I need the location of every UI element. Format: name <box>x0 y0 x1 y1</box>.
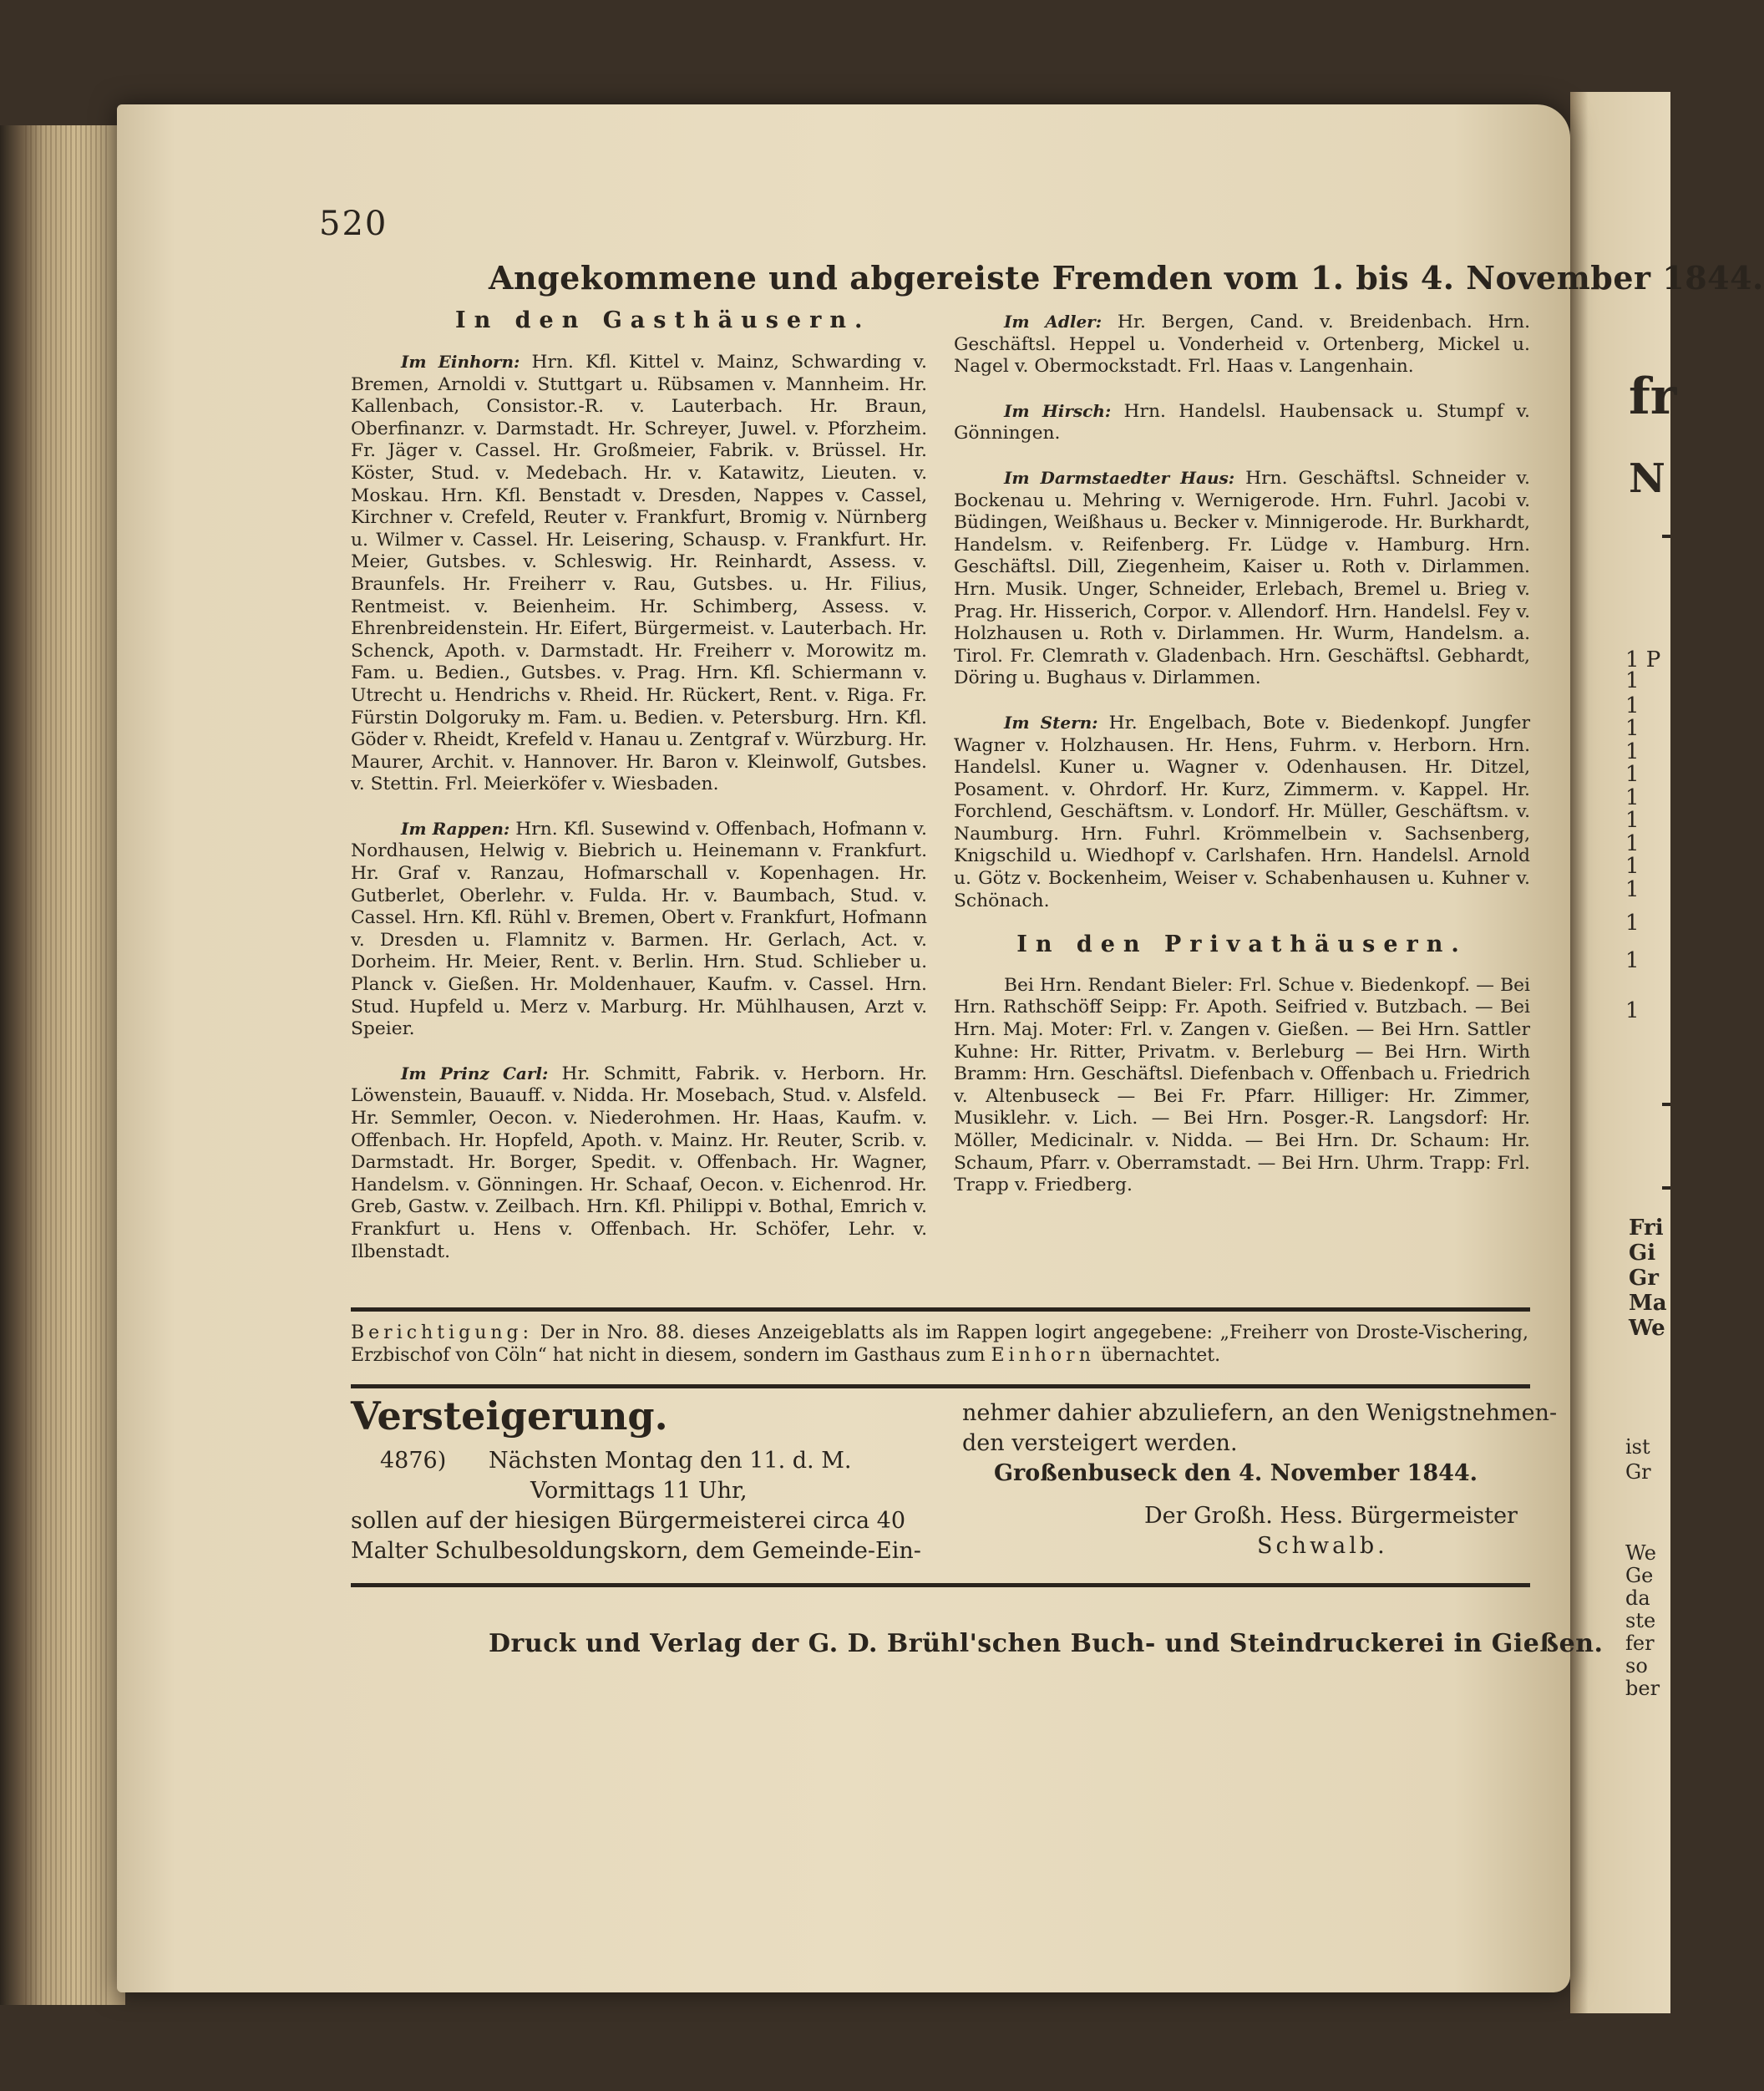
book-page-edges <box>0 125 125 2005</box>
entry-stern <box>954 712 1530 912</box>
next-page-word: Ge <box>1625 1564 1654 1587</box>
next-page-fragment: Fri <box>1629 1216 1664 1241</box>
location-label: Im Einhorn: <box>401 352 520 372</box>
entry-rappen <box>351 818 927 1041</box>
next-page-fragment: fr <box>1629 368 1677 426</box>
left-column <box>351 351 927 1285</box>
divider-rule <box>351 1583 1530 1587</box>
next-page-word: so <box>1625 1654 1648 1677</box>
entry-text: Hr. Schmitt, Fabrik. v. Herborn. Hr. Löwenstein, Bauauff. v. Nidda. Hr. Mosebach, Stud. v. Alsfeld. Hr. Semmler, Oecon. v. Niederohmen. Hr. Haas, Kaufm. v. Offenbach. Hr. Hopfeld, Apoth. v. Mainz. Hr. Reuter, Scrib. v. Darmstadt. Hr. Borger, Spedit. v. Offenbach. Hr. Wagner, Handelsm. v. Gönningen. Hr. Schaaf, Oecon. v. Eichenrod. Hr. Greb, Gastw. v. Zeilbach. Hrn. Kfl. Philippi v. Bothal, Emrich v. Frankfurt u. Hens v. Offenbach. Hr. Schöfer, Lehr. v. Ilbenstadt. <box>351 1063 927 1262</box>
next-page-rule <box>1662 1103 1670 1106</box>
entry-text: Hrn. Kfl. Kittel v. Mainz, Schwarding v. Bremen, Arnoldi v. Stuttgart u. Rübsamen v. Mannheim. Hr. Kallenbach, Consistor.-R. v. Lauterbach. Hr. Braun, Oberfinanzr. v. Darmstadt. Hr. Schreyer, Juwel. v. Pforzheim. Fr. Jäger v. Cassel. Hr. Großmeier, Fabrik. v. Brüssel. Hr. Köster, Stud. v. Medebach. Hr. v. Katawitz, Lieuten. v. Moskau. Hrn. Kfl. Benstadt v. Dresden, Nappes v. Cassel, Kirchner v. Crefeld, Reuter v. Frankfurt, Bromig v. Nürnberg u. Wilmer v. Cassel. Hr. Leisering, Schausp. v. Frankfurt. Hr. Meier, Gutsbes. v. Schleswig. Hr. Reinhardt, Assess. v. Braunfels. Hr. Freiherr v. Rau, Gutsbes. u. Hr. Filius, Rentmeist. v. Beienheim. Hr. Schimberg, Assess. v. Ehrenbreidenstein. Hr. Eifert, Bürgermeist. v. Lauterbach. Hr. Schenck, Apoth. v. Darmstadt. Hr. Freiherr v. Morowitz m. Fam. u. Bedien., Gutsbes. v. Prag. Hrn. Kfl. Schiermann v. Utrecht u. Hendrichs v. Rheid. Hr. Rückert, Rent. v. Riga. Fr. Fürstin Dolgoruky m. Fam. u. Bedien. v. Petersburg. Hrn. Kfl. Göder v. Rheidt, Krefeld v. Hanau u. Zentgraf v. Würzburg. Hr. Maurer, Archit. v. Hannover. Hr. Baron v. Kleinwolf, Gutsbes. v. Stettin. Frl. Meierköfer v. Wiesbaden. <box>351 352 927 795</box>
next-page-word: ste <box>1625 1609 1656 1632</box>
next-page-number: 1 <box>1625 668 1640 693</box>
entry-text: Hr. Engelbach, Bote v. Biedenkopf. Jungfer Wagner v. Holzhausen. Hr. Hens, Fuhrm. v. Herborn. Hrn. Handelsl. Kuner u. Wagner v. Odenhausen. Hr. Ditzel, Posament. v. Ohrdorf. Hr. Kurz, Zimmerm. v. Kappel. Hr. Forchlend, Geschäftsm. v. Londorf. Hr. Müller, Geschäftsm. v. Naumburg. Hrn. Fuhrl. Krömmelbein v. Sachsenberg, Knigschild u. Wiedhopf v. Carlshafen. Hrn. Handelsl. Arnold u. Götz v. Bockenheim, Weiser v. Schabenhausen u. Kuhner v. Schönach. <box>954 712 1530 911</box>
correction-spaced-word: Einhorn <box>991 1345 1095 1366</box>
next-page-number: 1 <box>1625 911 1640 936</box>
next-page-word: da <box>1625 1586 1650 1610</box>
next-page-number: 1 <box>1625 831 1640 856</box>
next-page-word: We <box>1625 1541 1656 1565</box>
auction-authority: Der Großh. Hess. Bürgermeister <box>1144 1503 1518 1529</box>
entry-adler <box>954 311 1530 378</box>
auction-text: den versteigert werden. <box>962 1430 1238 1456</box>
next-page-word: ist <box>1625 1435 1650 1459</box>
next-page-number: 1 <box>1625 739 1640 764</box>
entry-text: Hr. Bergen, Cand. v. Breidenbach. Hrn. Geschäftsl. Heppel u. Vonderheid v. Ortenberg, Mickel u. Nagel v. Obermockstadt. Frl. Haas v. Langenhain. <box>954 312 1530 378</box>
next-page-fragment: N <box>1629 455 1665 502</box>
page-title: Angekommene und abgereiste Fremden vom 1. bis 4. November 1844. <box>489 259 1764 297</box>
auction-signature: Schwalb. <box>1257 1533 1388 1559</box>
location-label: Im Stern: <box>1004 712 1098 733</box>
next-page-number: 1 <box>1625 877 1640 902</box>
location-label: Im Darmstaedter Haus: <box>1004 467 1235 488</box>
next-page-number: 1 <box>1625 948 1640 973</box>
auction-text: sollen auf der hiesigen Bürgermeisterei circa 40 <box>351 1508 906 1534</box>
next-page-number: 1 <box>1625 785 1640 810</box>
next-page-number: 1 <box>1625 716 1640 741</box>
next-page-number: 1 <box>1625 854 1640 879</box>
auction-text: Malter Schulbesoldungskorn, dem Gemeinde-Ein- <box>351 1538 921 1564</box>
location-label: Im Prinz Carl: <box>401 1063 549 1084</box>
correction-notice <box>351 1322 1528 1367</box>
section-heading-inns: In den Gasthäusern. <box>455 307 871 333</box>
location-label: Im Hirsch: <box>1004 400 1112 421</box>
auction-time: Vormittags 11 Uhr, <box>530 1478 748 1504</box>
auction-number: 4876) <box>380 1448 447 1474</box>
next-page-fragment: Gr <box>1629 1266 1659 1291</box>
entry-text: Hrn. Kfl. Susewind v. Offenbach, Hofmann v. Nordhausen, Helwig v. Biebrich u. Heinemann v. Frankfurt. Hr. Graf v. Ranzau, Hofmarschall v. Kopenhagen. Hr. Gutberlet, Oberlehr. v. Fulda. Hr. v. Baumbach, Stud. v. Cassel. Hrn. Kfl. Rühl v. Bremen, Obert v. Frankfurt, Hofmann v. Dresden u. Flamnitz v. Barmen. Hr. Gerlach, Act. v. Dorheim. Hr. Meier, Rent. v. Berlin. Hrn. Stud. Schlieber u. Planck v. Gießen. Hr. Moldenhauer, Kaufm. v. Cassel. Hrn. Stud. Hupfeld u. Merz v. Marburg. Hr. Mühlhausen, Arzt v. Speier. <box>351 818 927 1040</box>
entry-text: Hrn. Geschäftsl. Schneider v. Bockenau u. Mehring v. Wernigerode. Hrn. Fuhrl. Jacobi v. Büdingen, Weißhaus u. Becker v. Minnigerode. Hr. Burkhardt, Handelsm. v. Reifenberg. Fr. Lüdge v. Hamburg. Hrn. Geschäftsl. Dill, Ziegenheim, Kaiser u. Roth v. Dirlammen. Hrn. Musik. Unger, Schneider, Erlebach, Bremel u. Brieg v. Prag. Hr. Hisserich, Corpor. v. Allendorf. Hrn. Handelsl. Fey v. Holzhausen u. Roth v. Dirlammen. Hr. Wurm, Handelsm. a. Tirol. Fr. Clemrath v. Gladenbach. Hrn. Geschäftsl. Gebhardt, Döring u. Bughaus v. Dirlammen. <box>954 467 1530 689</box>
divider-rule <box>351 1384 1530 1388</box>
correction-end: übernachtet. <box>1094 1345 1221 1366</box>
next-page-rule <box>1662 535 1670 538</box>
auction-date: Nächsten Montag den 11. d. M. <box>489 1448 852 1474</box>
auction-text: nehmer dahier abzuliefern, an den Wenigstnehmen- <box>962 1400 1558 1426</box>
next-page-number: 1 <box>1625 762 1640 787</box>
next-page-word: ber <box>1625 1677 1660 1700</box>
entry-hirsch <box>954 400 1530 445</box>
auction-title: Versteigerung. <box>351 1393 668 1439</box>
next-page-number: 1 <box>1625 808 1640 833</box>
correction-text: Der in Nro. 88. dieses Anzeigeblatts als im Rappen logirt angegebene: „Freiherr von Droste-Vischering, Erzbischof von Cöln“ hat nicht in diesem, sondern im Gasthaus zum <box>351 1322 1528 1366</box>
next-page-rule <box>1662 1186 1670 1190</box>
entry-private-houses: Bei Hrn. Rendant Bieler: Frl. Schue v. Biedenkopf. — Bei Hrn. Rathschöff Seipp: Fr. Apoth. Seifried v. Butzbach. — Bei Hrn. Maj. Moter: Frl. v. Zangen v. Gießen. — Bei Hrn. Sattler Kuhne: Hr. Ritter, Privatm. v. Berleburg — Bei Hrn. Wirth Bramm: Hrn. Geschäftsl. Diefenbach v. Offenbach u. Friedrich v. Altenbuseck — Bei Fr. Pfarr. Hilliger: Hr. Zimmer, Musiklehr. v. Lich. — Bei Hrn. Posger.-R. Langsdorf: Hr. Möller, Medicinalr. v. Nidda. — Bei Hrn. Dr. Schaum: Hr. Schaum, Pfarr. v. Oberramstadt. — Bei Hrn. Uhrm. Trapp: Frl. Trapp v. Friedberg. <box>954 974 1530 1196</box>
next-page-number: 1 P <box>1625 647 1661 672</box>
next-page-fragment: Gi <box>1629 1241 1656 1266</box>
next-page-number: 1 <box>1625 693 1640 718</box>
correction-label: Berichtigung: <box>351 1322 534 1343</box>
page-number: 520 <box>319 205 388 243</box>
entry-prinz-carl <box>351 1063 927 1263</box>
auction-place-date: Großenbuseck den 4. November 1844. <box>994 1460 1478 1486</box>
next-page-word: Gr <box>1625 1460 1651 1484</box>
next-page-fragment: Ma <box>1629 1291 1667 1316</box>
next-page-fragment: We <box>1629 1316 1665 1341</box>
location-label: Im Adler: <box>1004 312 1102 332</box>
next-page-number: 1 <box>1625 998 1640 1023</box>
imprint-footer: Druck und Verlag der G. D. Brühl'schen Buch- und Steindruckerei in Gießen. <box>489 1629 1604 1658</box>
entry-einhorn <box>351 351 927 796</box>
entry-darmstaedter-haus <box>954 467 1530 690</box>
next-page-word: fer <box>1625 1632 1655 1655</box>
divider-rule <box>351 1307 1530 1312</box>
location-label: Im Rappen: <box>401 818 510 839</box>
entry-text: Hrn. Handelsl. Haubensack u. Stumpf v. Gönningen. <box>954 400 1530 444</box>
section-heading-private: In den Privathäusern. <box>1016 931 1467 958</box>
right-column <box>954 311 1530 1219</box>
